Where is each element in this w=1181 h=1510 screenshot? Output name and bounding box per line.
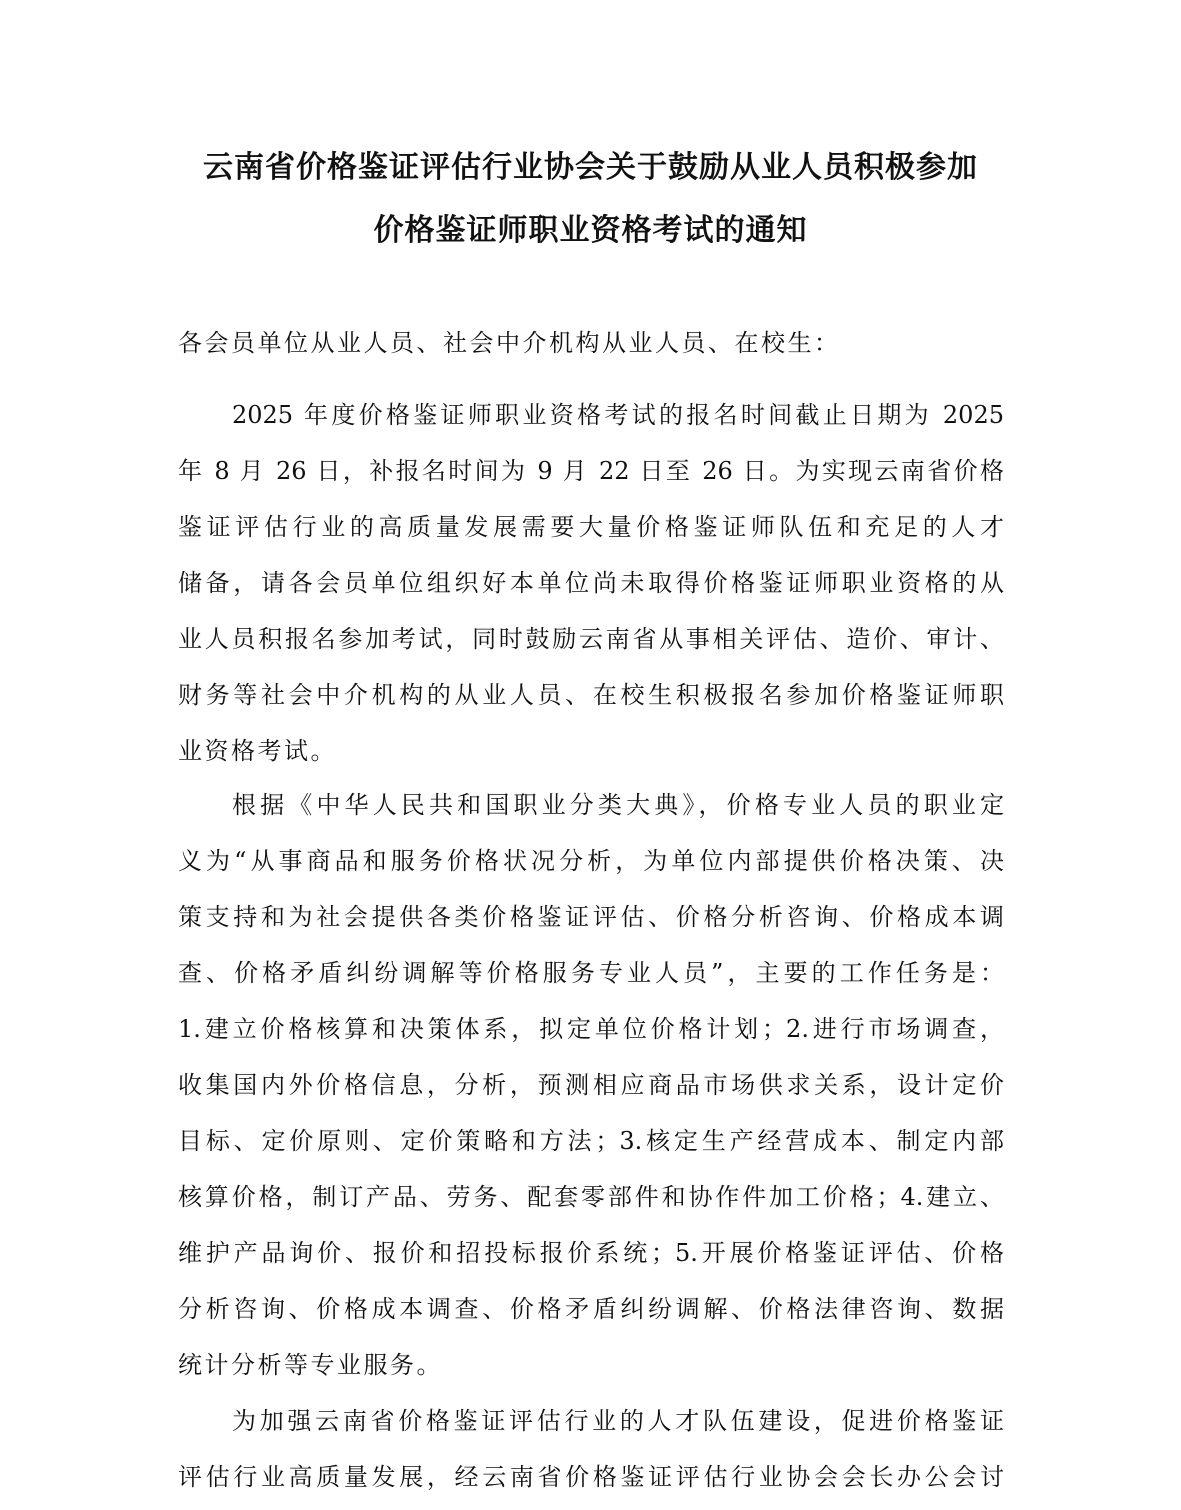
paragraph-line: 评估行业高质量发展，经云南省价格鉴证评估行业协会会长办公会讨: [178, 1463, 1004, 1491]
paragraph-line: 年 8 月 26 日，补报名时间为 9 月 22 日至 26 日。为实现云南省价格: [178, 457, 1004, 485]
paragraph-line: 1.建立价格核算和决策体系，拟定单位价格计划；2.进行市场调查，: [178, 1015, 1004, 1043]
paragraph-2: [178, 789, 1004, 1405]
paragraph-line: 2025 年度价格鉴证师职业资格考试的报名时间截止日期为 2025: [232, 401, 1004, 429]
paragraph-line: 根据《中华人民共和国职业分类大典》，价格专业人员的职业定: [232, 791, 1004, 819]
paragraph-line: 统计分析等专业服务。: [178, 1351, 443, 1379]
paragraph-1: [178, 399, 1004, 791]
paragraph-line: 核算价格，制订产品、劳务、配套零部件和协作件加工价格；4.建立、: [178, 1183, 1004, 1211]
paragraph-line: 目标、定价原则、定价策略和方法；3.核定生产经营成本、制定内部: [178, 1127, 1004, 1155]
paragraph-line: 业资格考试。: [178, 737, 337, 765]
paragraph-line: 为加强云南省价格鉴证评估行业的人才队伍建设，促进价格鉴证: [232, 1407, 1004, 1435]
paragraph-line: 查、价格矛盾纠纷调解等价格服务专业人员”，主要的工作任务是：: [178, 959, 1004, 987]
paragraph-line: 策支持和为社会提供各类价格鉴证评估、价格分析咨询、价格成本调: [178, 903, 1004, 931]
document-title-line-1: 云南省价格鉴证评估行业协会关于鼓励从业人员积极参加: [203, 150, 978, 185]
paragraph-line: 维护产品询价、报价和招投标报价系统；5.开展价格鉴证评估、价格: [178, 1239, 1004, 1267]
paragraph-line: 义为“从事商品和服务价格状况分析，为单位内部提供价格决策、决: [178, 847, 1004, 875]
document-title-line-2: 价格鉴证师职业资格考试的通知: [373, 213, 808, 248]
paragraph-line: 储备，请各会员单位组织好本单位尚未取得价格鉴证师职业资格的从: [178, 569, 1004, 597]
paragraph-line: 分析咨询、价格成本调查、价格矛盾纠纷调解、价格法律咨询、数据: [178, 1295, 1004, 1323]
salutation: 各会员单位从业人员、社会中介机构从业人员、在校生：: [178, 329, 841, 357]
paragraph-line: 财务等社会中介机构的从业人员、在校生积极报名参加价格鉴证师职: [178, 681, 1004, 709]
paragraph-line: 收集国内外价格信息，分析，预测相应商品市场供求关系，设计定价: [178, 1071, 1004, 1099]
paragraph-line: 业人员积报名参加考试，同时鼓励云南省从事相关评估、造价、审计、: [178, 625, 1004, 653]
paragraph-3: [178, 1405, 1004, 1510]
paragraph-line: 鉴证评估行业的高质量发展需要大量价格鉴证师队伍和充足的人才: [178, 513, 1004, 541]
